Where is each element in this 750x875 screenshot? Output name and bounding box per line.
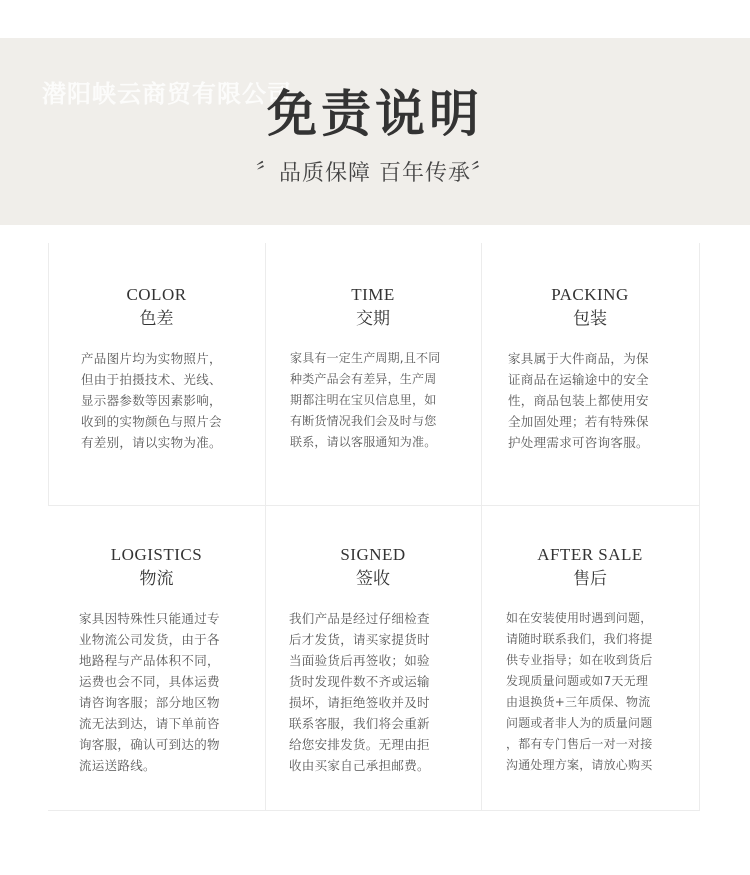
body-line: 我们产品是经过仔细检查 [289,611,430,626]
card-after-sale [481,545,699,776]
body-line: 业物流公司发货，由于各 [79,632,220,647]
disclaimer-grid [48,243,700,811]
grid-divider [48,810,700,811]
card-title-en: AFTER SALE [537,545,643,564]
card-title-en: LOGISTICS [110,545,203,564]
card-title-zh: 包装 [573,309,607,329]
body-line: 有断货情况我们会及时与您 [290,414,437,428]
card-body [289,608,481,776]
card-title-zh: 色差 [139,309,174,329]
body-line: 全加固处理；若有特殊保 [508,414,649,429]
card-title-zh: 交期 [356,309,390,329]
card-title-en: SIGNED [340,545,406,564]
body-line: 地路程与产品体积不同， [79,653,220,668]
grid-divider [699,243,700,811]
card-body [79,608,265,776]
card-title-en: PACKING [551,285,629,304]
header-banner [0,38,750,225]
body-line: 显示器参数等因素影响， [81,393,222,408]
card-body [81,348,265,453]
card-time [265,285,481,453]
card-title-zh: 售后 [573,569,607,589]
body-line: ，都有专门售后一对一对接 [506,737,653,751]
page-title: 免责说明 [267,85,483,143]
body-line: 给您安排发货。无理由拒 [289,737,430,752]
body-line: 请咨询客服；部分地区物 [79,695,220,710]
card-title-en: COLOR [126,285,187,304]
body-line: 证商品在运输途中的安全 [508,372,649,387]
body-line: 请随时联系我们，我们将提 [506,632,653,646]
body-line: 护处理需求可咨询客服。 [508,435,649,450]
grid-divider [48,505,700,506]
body-line: 收到的实物颜色与照片会 [81,414,222,429]
body-line: 发现质量问题或如7天无理 [506,674,649,688]
card-body [290,348,481,453]
body-line: 当面验货后再签收；如验 [289,653,430,668]
body-line: 家具因特殊性只能通过专 [79,611,220,626]
card-body [506,608,699,776]
body-line: 家具属于大件商品，为保 [508,351,649,366]
body-line: 沟通处理方案，请放心购买 [506,758,653,772]
body-line: 由退换货+三年质保、物流 [506,695,651,709]
card-signed [265,545,481,776]
body-line: 产品图片均为实物照片， [81,351,222,366]
card-packing [481,285,699,453]
card-title-en: TIME [351,285,395,304]
body-line: 运费也会不同，具体运费 [79,674,220,689]
body-line: 但由于拍摄技术、光线、 [81,372,222,387]
body-line: 流无法到达，请下单前咨 [79,716,220,731]
body-line: 后才发货，请买家提货时 [289,632,430,647]
slogan: 〞品质保障 百年传承〞 [256,161,494,186]
body-line: 家具有一定生产周期,且不同 [290,351,441,365]
card-body [508,348,699,453]
body-line: 有差别，请以实物为准。 [81,435,222,450]
body-line: 流运送路线。 [79,758,156,773]
body-line: 货时发现件数不齐或运输 [289,674,430,689]
body-line: 损坏，请拒绝签收并及时 [289,695,430,710]
body-line: 联系客服，我们将会重新 [289,716,430,731]
card-title-zh: 物流 [139,569,174,589]
body-line: 供专业指导；如在收到货后 [506,653,653,667]
body-line: 问题或者非人为的质量问题 [506,716,653,730]
body-line: 询客服，确认可到达的物 [79,737,220,752]
shop-watermark: 潜阳峡云商贸有限公司 [42,80,292,108]
card-title-zh: 签收 [356,569,390,589]
body-line: 性，商品包装上都使用安 [508,393,649,408]
body-line: 期都注明在宝贝信息里，如 [290,393,437,407]
card-color [48,285,265,453]
body-line: 如在安装使用时遇到问题， [506,611,653,625]
body-line: 收由买家自己承担邮费。 [289,758,430,773]
body-line: 联系，请以客服通知为准。 [290,435,437,449]
body-line: 种类产品会有差异，生产周 [290,372,437,386]
card-logistics [48,545,265,776]
